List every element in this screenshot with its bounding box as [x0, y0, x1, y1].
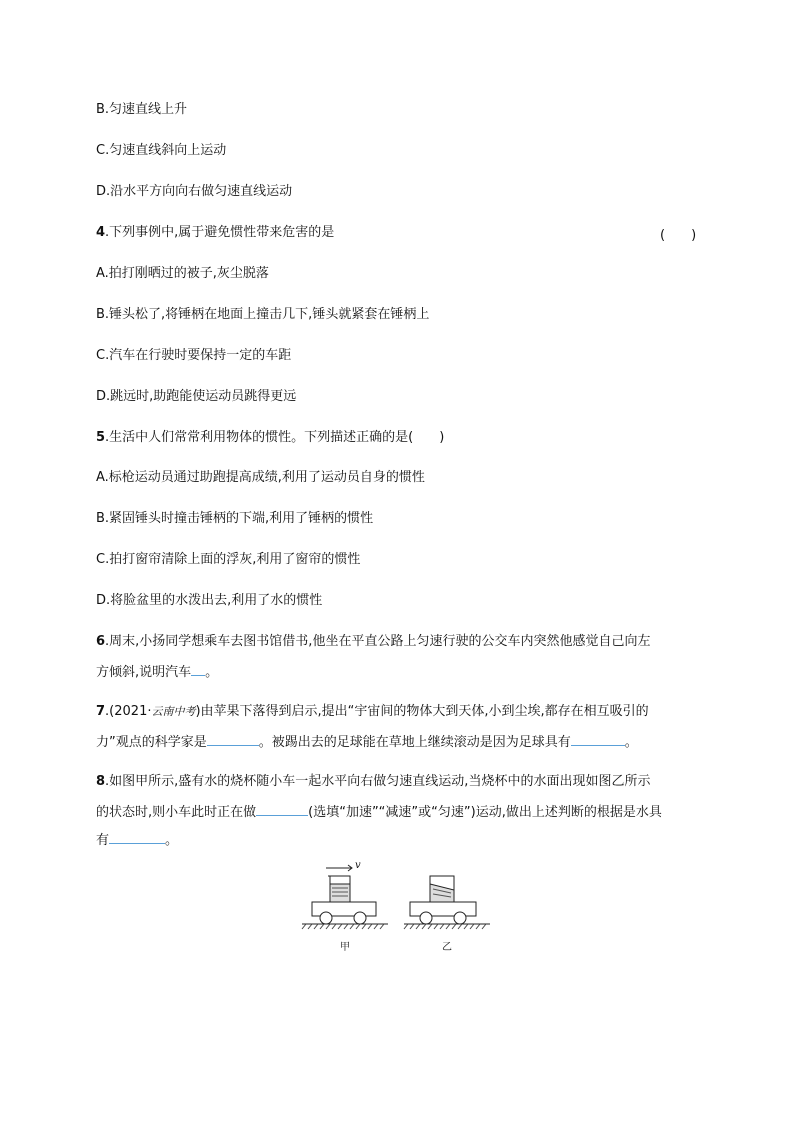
q7-line2 [96, 732, 638, 752]
q4-stem-text: .下列事例中,属于避免惯性带来危害的是 [105, 225, 335, 240]
q4-number: 4 [96, 225, 106, 240]
q7-text2: )由苹果下落得到启示,提出“宇宙间的物体大到天体,小到尘埃,都存在相互吸引的 [195, 704, 649, 719]
q8-text4: 有 [96, 833, 110, 848]
q7-text: .(2021· [105, 704, 152, 719]
q6-line1 [96, 633, 650, 651]
q5-stem [96, 429, 444, 447]
q5-option-d: D.将脸盆里的水泼出去,利用了水的惯性 [96, 593, 323, 608]
q5-option-a: A.标枪运动员通过助跑提高成绩,利用了运动员自身的惯性 [96, 470, 425, 485]
q8-text3: (选填“加速”“减速”或“匀速”)运动,做出上述判断的根据是水具 [308, 805, 662, 820]
q7-number: 7 [96, 704, 106, 719]
q7-text3: 力”观点的科学家是 [96, 735, 207, 750]
q7-answer-blank-1[interactable] [207, 732, 259, 746]
cart-a [302, 865, 388, 929]
q8-answer-blank-2[interactable] [109, 830, 165, 844]
q4-stem [96, 224, 334, 242]
q6-end: 。 [205, 665, 219, 680]
q7-end: 。 [624, 735, 638, 750]
q5-stem-text: .生活中人们常常利用物体的惯性。下列描述正确的是( ) [105, 430, 445, 445]
figure-drawing [300, 862, 500, 954]
q8-line2 [96, 802, 662, 822]
velocity-label: v [355, 860, 361, 871]
q8-line3 [96, 830, 178, 850]
q4-option-a: A.拍打刚晒过的被子,灰尘脱落 [96, 266, 269, 281]
q6-number: 6 [96, 634, 106, 649]
q6-answer-blank[interactable] [191, 662, 205, 676]
q3-option-d: D.沿水平方向向右做匀速直线运动 [96, 184, 293, 199]
q3-option-c: C.匀速直线斜向上运动 [96, 143, 227, 158]
q7-answer-blank-2[interactable] [571, 732, 625, 746]
q4-answer-paren: ( ) [660, 228, 697, 243]
cart-b [404, 876, 490, 929]
q8-end: 。 [165, 833, 179, 848]
q6-text2: 方倾斜,说明汽车 [96, 665, 192, 680]
figure-label-a: 甲 [340, 942, 350, 953]
q3-option-b: B.匀速直线上升 [96, 102, 188, 117]
q8-text2: 的状态时,则小车此时正在做 [96, 805, 257, 820]
q6-text: .周末,小扬同学想乘车去图书馆借书,他坐在平直公路上匀速行驶的公交车内突然他感觉自己向左 [105, 634, 651, 649]
q8-answer-blank-1[interactable] [256, 802, 308, 816]
q4-option-b: B.锤头松了,将锤柄在地面上撞击几下,锤头就紧套在锤柄上 [96, 307, 430, 322]
q8-text: .如图甲所示,盛有水的烧杯随小车一起水平向右做匀速直线运动,当烧杯中的水面出现如图乙所示 [105, 774, 651, 789]
q7-source: 云南中考 [151, 705, 196, 718]
q7-line1 [96, 703, 649, 721]
q8-line1 [96, 773, 650, 791]
q4-option-c: C.汽车在行驶时要保持一定的车距 [96, 348, 292, 363]
figure-label-b: 乙 [442, 942, 452, 953]
q7-text4: 。被踢出去的足球能在草地上继续滚动是因为足球具有 [258, 735, 571, 750]
q4-option-d: D.跳远时,助跑能使运动员跳得更远 [96, 389, 297, 404]
q8-number: 8 [96, 774, 106, 789]
q5-option-b: B.紧固锤头时撞击锤柄的下端,利用了锤柄的惯性 [96, 511, 374, 526]
q6-line2 [96, 662, 218, 682]
q5-option-c: C.拍打窗帘清除上面的浮灰,利用了窗帘的惯性 [96, 552, 361, 567]
beaker-cart-figure [300, 862, 500, 958]
q5-number: 5 [96, 430, 106, 445]
